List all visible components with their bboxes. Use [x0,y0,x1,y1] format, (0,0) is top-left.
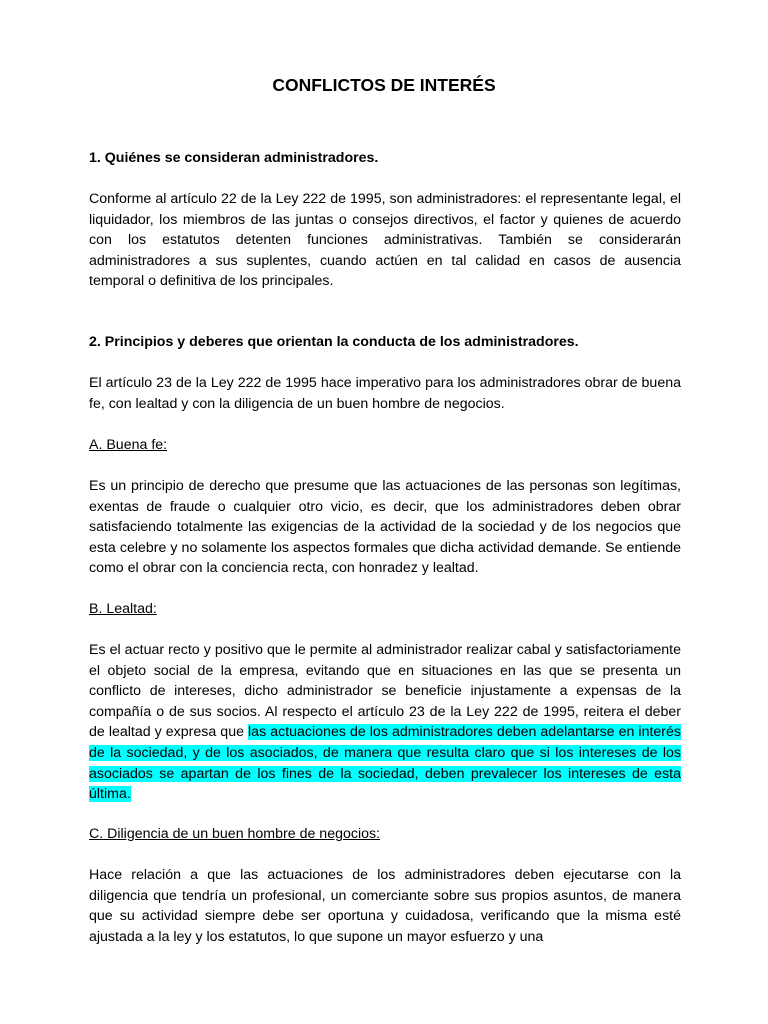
section-1-paragraph: Conforme al artículo 22 de la Ley 222 de 1995, son administradores: el representante legal, el liquidador, los miembros de las juntas o consejos directivos, el factor y quienes de acuerdo con los estatutos detenten funciones administrativas. También se considerarán administradores a sus suplentes, cuando actúen en tal calidad en casos de ausencia temporal o definitiva de los principales. [89,191,681,290]
section-2-heading: 2. Principios y deberes que orientan la conducta de los administradores. [89,334,579,350]
section-1-heading: 1. Quiénes se consideran administradores. [89,150,379,166]
section-2-paragraph: El artículo 23 de la Ley 222 de 1995 hace imperativo para los administradores obrar de buena fe, con lealtad y con la diligencia de un buen hombre de negocios. [89,375,681,412]
subsection-b-paragraph [89,640,681,805]
subsection-c-paragraph: Hace relación a que las actuaciones de los administradores deben ejecutarse con la diligencia que tendría un profesional, un comerciante sobre sus propios asuntos, de manera que su actividad siempre debe ser oportuna y cuidadosa, verificando que la misma esté ajustada a la ley y los estatutos, lo que supone un mayor esfuerzo y una [89,867,681,945]
highlighted-text: las actuaciones de los administradores deben adelantarse en interés de la sociedad, y de los asociados, de manera que resulta claro que si los intereses de los asociados se apartan de los fines de la sociedad, deben prevalecer los intereses de esta última. [89,724,681,803]
subsection-a-heading: A. Buena fe: [89,437,168,453]
subsection-c-heading: C. Diligencia de un buen hombre de negocios: [89,826,381,842]
subsection-a-paragraph: Es un principio de derecho que presume que las actuaciones de las personas son legítimas, exentas de fraude o cualquier otro vicio, es decir, que los administradores deben obrar satisfaciendo totalmente las exigencias de la actividad de la sociedad y de los negocios que esta celebre y no solamente los aspectos formales que dicha actividad demande. Se entiende como el obrar con la conciencia recta, con honradez y lealtad. [89,478,681,577]
subsection-b-text: Es el actuar recto y positivo que le permite al administrador realizar cabal y satisfactoriamente el objeto social de la empresa, evitando que en situaciones en las que se presenta un conflicto de intereses, dicho administrador se beneficie injustamente a expensas de la compañía o de sus socios. Al respecto el artículo 23 de la Ley 222 de 1995, reitera el deber de lealtad y expresa que [89,642,681,741]
subsection-b-heading: B. Lealtad: [89,601,157,617]
page-title: CONFLICTOS DE INTERÉS [272,75,496,95]
